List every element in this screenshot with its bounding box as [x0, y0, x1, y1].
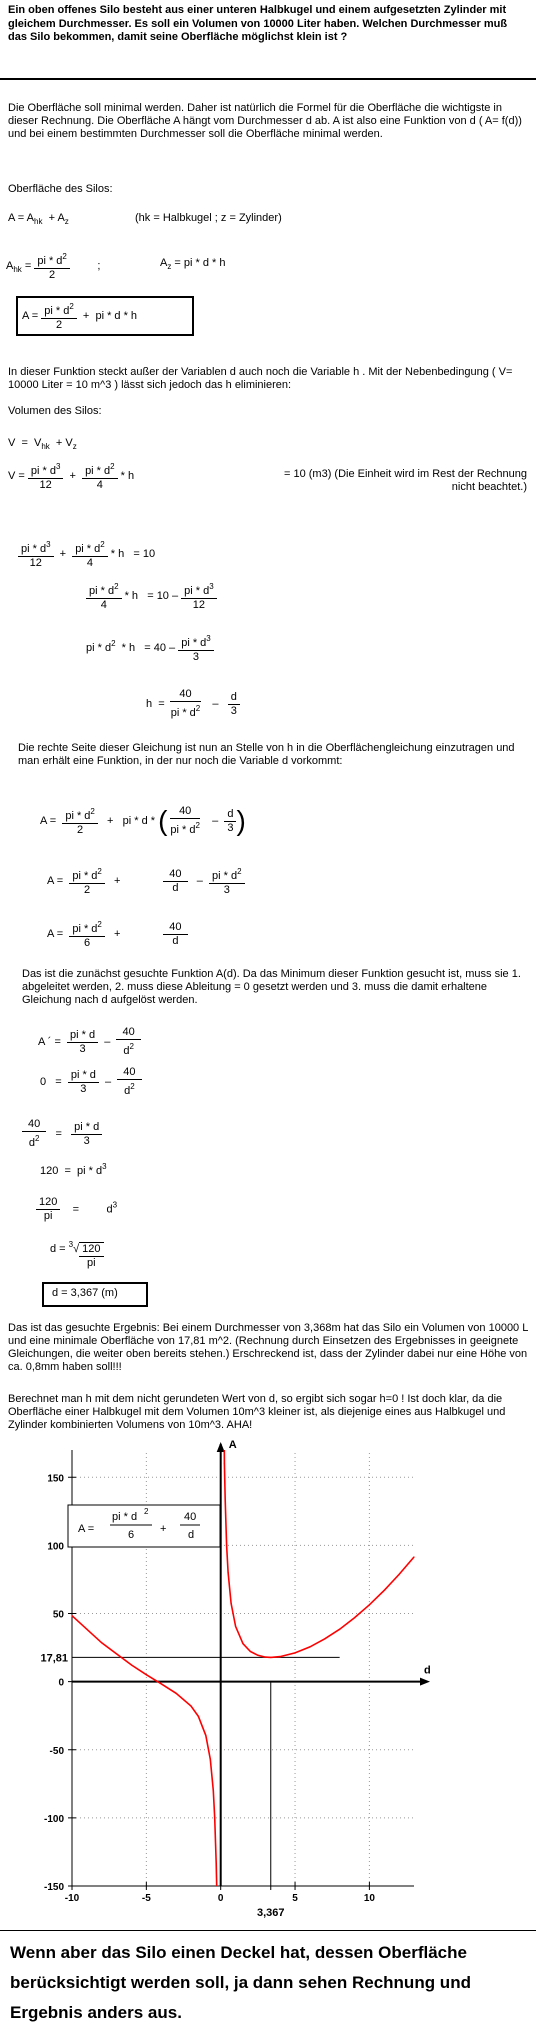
- curve-point: [216, 1863, 217, 1864]
- curve-left-branch: [72, 1616, 217, 1886]
- y-tick-label: 50: [52, 1609, 64, 1621]
- svg-text:d: d: [188, 1529, 195, 1541]
- x-axis-label: d: [424, 1664, 431, 1677]
- curve-point: [175, 1693, 176, 1694]
- formula-rearranged: $\frac{40}{d^2}$ = $\frac{pi * d}{3}$: [22, 1118, 102, 1150]
- curve-point: [399, 1574, 400, 1575]
- svg-text:pi * d: pi * d: [112, 1511, 138, 1523]
- svg-text:2: 2: [144, 1507, 149, 1516]
- y-tick-label: 0: [58, 1677, 64, 1689]
- x-tick-label: -10: [64, 1893, 80, 1904]
- formula-surface: A = $\frac{pi * d^2}{2}$ + pi * d * h: [22, 302, 138, 331]
- helper-lines: [72, 1657, 340, 1890]
- h-paragraph: Berechnet man h mit dem nicht gerundeten Wert von d, so ergibt sich sogar h=0 ! Ist doch klar, da die Oberfläche einer Halbkugel mit dem Volumen 10m^3 kleiner ist, als diejenige eines aus Halbkugel und Zylinder kombinierten Volumens von 10m^3. AHA!: [8, 1393, 506, 1431]
- result-value: d = 3,367 (m): [52, 1287, 118, 1299]
- formula-surface-sum: $A = A_{hk} + A_z$: [8, 212, 69, 226]
- curve-point: [224, 1463, 225, 1464]
- y-tick-label: 100: [47, 1541, 64, 1553]
- volume-heading: Volumen des Silos:: [8, 405, 102, 417]
- equation-h: h = $\frac{40}{pi * d^2}$ – $\frac{d}{3}$: [146, 688, 240, 720]
- legend-hk-z: (hk = Halbkugel ; z = Zylinder): [135, 212, 282, 224]
- curve-point: [205, 1735, 206, 1736]
- curve-point: [71, 1615, 72, 1616]
- formula-a-expanded: A = $\frac{pi * d^2}{2}$ + $\frac{40}{d}$ – $\frac{pi * d^2}{3}$: [47, 865, 245, 897]
- insert-paragraph: Die rechte Seite dieser Gleichung ist nun an Stelle von h in die Oberflächengleichung einzutragen und man erhält eine Funktion, in der nur noch die Variable d vorkommt:: [18, 742, 515, 767]
- y-tick-label: 150: [47, 1473, 64, 1485]
- curve-point: [309, 1646, 310, 1647]
- svg-text:A =: A =: [78, 1523, 95, 1535]
- curve-point: [250, 1651, 251, 1652]
- constraint-paragraph: In dieser Funktion steckt außer der Variablen d auch noch die Variable h . Mit der Nebenbedingung ( V= 10000 Liter = 10 m^3 ) lässt sich jedoch das h eliminieren:: [8, 366, 513, 391]
- y-axis-arrow: [217, 1442, 225, 1452]
- curve-point: [354, 1617, 355, 1618]
- curve-point: [369, 1604, 370, 1605]
- formula-120: 120 = pi * $d^3$: [40, 1162, 107, 1177]
- curve-point: [226, 1545, 227, 1546]
- curve-point: [101, 1642, 102, 1643]
- curve-point: [242, 1643, 243, 1644]
- equation-step-3: pi * $d^2 * h = 40$ – $\frac{pi * d^3}{3}$: [86, 632, 214, 664]
- svg-text:6: 6: [128, 1529, 135, 1541]
- curve-point: [228, 1572, 229, 1573]
- formula-cube: $\frac{120}{pi}$ = $d^3$: [36, 1196, 117, 1223]
- y-axis-label: A: [228, 1439, 237, 1451]
- curve-point: [214, 1817, 215, 1818]
- result-paragraph: Das ist das gesuchte Ergebnis: Bei einem Durchmesser von 3,368m hat das Silo ein Volumen von 10000 L und eine minimale Oberfläche von 17,81 m^2. (Rechnung durch Einsetzen des Ergebnisses in geeignete Gleichungen, die weiter oben bereits stehen.) Erschreckend ist, dass der Zylinder dabei nur eine Höhe von ca. 0,8mm haben soll!!!: [8, 1322, 528, 1373]
- intro-paragraph: Die Oberfläche soll minimal werden. Daher ist natürlich die Formel für die Oberfläche die wichtigste in dieser Rechnung. Die Oberfläche A hängt vom Durchmesser d ab. A ist also eine Funktion von d ( A= f(d)) und bei einem bestimmten Durchmesser soll die Oberfläche minimal werden.: [8, 102, 522, 140]
- curve-point: [198, 1716, 199, 1717]
- curve-point: [265, 1657, 266, 1658]
- curve-point: [294, 1652, 295, 1653]
- min-d-label: 3,367: [256, 1907, 285, 1919]
- curve-point: [225, 1499, 226, 1500]
- curve-point: [324, 1638, 325, 1639]
- unit-note: = 10 (m3) (Die Einheit wird im Rest der Rechnung nicht beachtet.): [283, 468, 527, 493]
- curve-point: [280, 1656, 281, 1657]
- curve-point: [210, 1759, 211, 1760]
- task-statement: Ein oben offenes Silo besteht aus einer unteren Halbkugel und einem aufgesetzten Zylinder mit gleichem Durchmesser. Es soll ein Volumen von 10000 Liter haben. Welchen Durchmesser muß das Silo bekommen, damit seine Oberfläche möglichst klein ist ?: [8, 4, 508, 43]
- curve-point: [257, 1655, 258, 1656]
- x-tick-label: 10: [363, 1893, 375, 1904]
- y-tick-label: -150: [43, 1882, 64, 1893]
- formula-a-substituted: A = $\frac{pi * d^2}{2}$ + pi * d * ( $\frac{40}{pi * d^2}$ – $\frac{d}{3}$ ): [40, 805, 246, 836]
- formula-a-final: A = $\frac{pi * d^2}{6}$ + $\frac{40}{d}$: [47, 918, 188, 950]
- closing-remark: Wenn aber das Silo einen Deckel hat, dessen Oberfläche berücksichtigt werden soll, ja dann sehen Rechnung und Ergebnis anders aus.: [10, 1943, 471, 2022]
- svg-text:+: +: [160, 1523, 167, 1535]
- divider: [0, 78, 536, 80]
- function-graph: [0, 1428, 536, 1928]
- curve-right-branch: [224, 1450, 414, 1657]
- min-value-label: 17,81: [40, 1652, 68, 1665]
- equation-step-1: $\frac{pi * d^3}{12}$ + $\frac{pi * d^2}{4}$ * h = 10: [18, 538, 155, 570]
- curve-point: [235, 1626, 236, 1627]
- formula-ahk: $A_{hk}$ = $\frac{pi * d^2}{2}$ ;: [6, 252, 101, 281]
- formula-cuberoot: d = $^3$√ $\frac{120}{pi}$: [50, 1240, 104, 1270]
- x-tick-label: -5: [141, 1893, 151, 1904]
- curve-point: [131, 1664, 132, 1665]
- x-tick-label: 0: [217, 1893, 224, 1904]
- svg-text:40: 40: [184, 1511, 197, 1523]
- y-tick-label: -50: [49, 1745, 64, 1757]
- curve-point: [161, 1683, 162, 1684]
- formula-derivative-zero: 0 = $\frac{pi * d}{3}$ – $\frac{40}{d^2}$: [40, 1066, 142, 1098]
- y-tick-label: -100: [43, 1813, 64, 1825]
- derive-paragraph: Das ist die zunächst gesuchte Funktion A(d). Da das Minimum dieser Funktion gesucht ist, muss sie 1. abgeleitet werden, 2. muss diese Ableitung = 0 gesetzt werden und 3. muss die damit erhaltene Gleichung nach d aufgelöst werden.: [22, 968, 521, 1006]
- surface-heading: Oberfläche des Silos:: [8, 183, 113, 195]
- formula-az: $A_z$ = pi * d * h: [160, 257, 226, 271]
- x-tick-label: 5: [292, 1893, 298, 1904]
- curve-point: [339, 1629, 340, 1630]
- formula-volume-sum: $V = V_{hk} + V_z$: [8, 437, 77, 451]
- curve-point: [384, 1590, 385, 1591]
- curve-point: [146, 1674, 147, 1675]
- formula-volume: V = $\frac{pi * d^3}{12}$ + $\frac{pi * d^2}{4}$ * h: [8, 462, 135, 491]
- curve-point: [190, 1705, 191, 1706]
- curve-point: [213, 1790, 214, 1791]
- legend-formula-box: [68, 1505, 220, 1547]
- bottom-divider: [0, 1930, 536, 1931]
- curve-point: [231, 1603, 232, 1604]
- curve-point: [413, 1556, 414, 1557]
- formula-derivative: A ´ = $\frac{pi * d}{3}$ – $\frac{40}{d^2}$: [38, 1026, 141, 1058]
- curve-point: [270, 1657, 271, 1658]
- x-axis-arrow: [420, 1678, 430, 1686]
- equation-step-2: $\frac{pi * d^2}{4}$ * h = 10 – $\frac{pi * d^3}{12}$: [86, 580, 217, 612]
